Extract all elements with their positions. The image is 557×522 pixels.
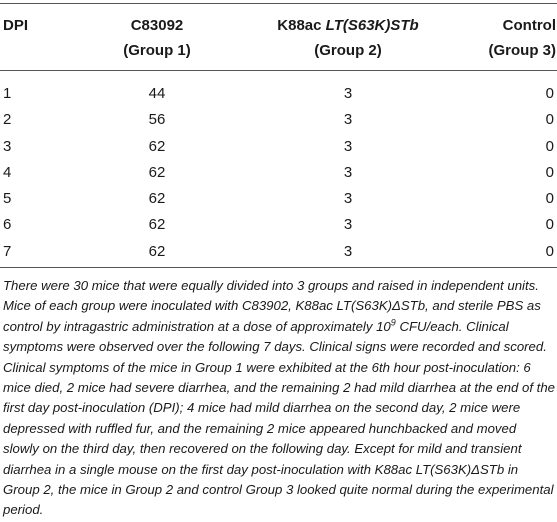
cell-control: 0	[545, 163, 554, 181]
cell-group2: 3	[343, 85, 353, 102]
table-footnote	[3, 276, 555, 521]
cell-group2: 3	[343, 190, 353, 208]
cell-group1: 62	[148, 216, 166, 234]
cell-group1: 62	[148, 137, 166, 155]
header-group2-name-italic: LT(S63K)STb	[325, 17, 419, 34]
header-group2	[268, 13, 428, 63]
cell-control: 0	[545, 111, 554, 129]
cell-dpi: 7	[3, 242, 12, 260]
cell-group1: 56	[148, 111, 166, 129]
table-body	[0, 81, 557, 265]
table-row	[0, 239, 557, 265]
header-control	[460, 13, 556, 63]
cell-dpi: 4	[3, 163, 12, 181]
cell-control: 0	[545, 190, 554, 208]
table-row	[0, 134, 557, 160]
header-group2-name-line	[268, 13, 428, 38]
cell-group2: 3	[343, 216, 353, 234]
footnote-text-part1: There were 30 mice that were equally divided into 3 groups and raised in independent units. Mice of each group were inoculated with C83902, K88ac LT(S63K)ΔSTb, and sterile PBS as control by intragastric administration at a dose of approximately 10	[3, 278, 541, 334]
cell-group1: 62	[148, 242, 166, 260]
table-row	[0, 186, 557, 212]
header-group1	[96, 13, 218, 63]
cell-control: 0	[545, 85, 554, 102]
cell-dpi: 6	[3, 216, 12, 234]
table-row	[0, 212, 557, 238]
cell-dpi: 2	[3, 111, 12, 129]
header-group2-label: (Group 2)	[314, 42, 382, 59]
header-group2-name-plain: K88ac	[277, 17, 326, 34]
cell-dpi: 3	[3, 137, 12, 155]
table-bottom-rule	[0, 267, 557, 268]
cell-control: 0	[545, 137, 554, 155]
table-row	[0, 107, 557, 133]
cell-group2: 3	[343, 242, 353, 260]
cell-group1: 44	[148, 85, 166, 102]
header-dpi-label: DPI	[3, 17, 29, 34]
table-header-rule	[0, 70, 557, 71]
footnote-text-part2: CFU/each. Clinical symptoms were observed over the following 7 days. Clinical signs were recorded and scored. Clinical symptoms of the mice in Group 1 were exhibited at the 6th hour post-inoculation: 6 mice died, 2 mice had severe diarrhea, and the remaining 2 had mild diarrhea at the end of the first day post-inoculation (DPI); 4 mice had mild diarrhea on the second day, 2 mice were depressed with ruffled fur, and the remaining 2 mice appeared hunchbacked and moved slowly on the third day, then recovered on the following day. Except for mild and transient diarrhea in a single mouse on the first day post-inoculation with K88ac LT(S63K)ΔSTb in Group 2, the mice in Group 2 and control Group 3 looked quite normal during the experimental period.	[3, 318, 556, 518]
cell-dpi: 1	[3, 85, 12, 102]
table-top-rule	[0, 3, 557, 4]
cell-group1: 62	[148, 190, 166, 208]
header-group1-label: (Group 1)	[123, 42, 191, 59]
cell-control: 0	[545, 216, 554, 234]
cell-group2: 3	[343, 137, 353, 155]
header-control-name: Control	[502, 17, 556, 34]
table-row	[0, 81, 557, 107]
cell-group2: 3	[343, 111, 353, 129]
cell-group1: 62	[148, 163, 166, 181]
header-group1-name: C83092	[130, 17, 184, 34]
header-dpi	[3, 13, 28, 38]
cell-group2: 3	[343, 163, 353, 181]
cell-control: 0	[545, 242, 554, 260]
header-control-label: (Group 3)	[488, 42, 556, 59]
table-row	[0, 160, 557, 186]
footnote-superscript: 9	[390, 317, 396, 328]
cell-dpi: 5	[3, 190, 12, 208]
